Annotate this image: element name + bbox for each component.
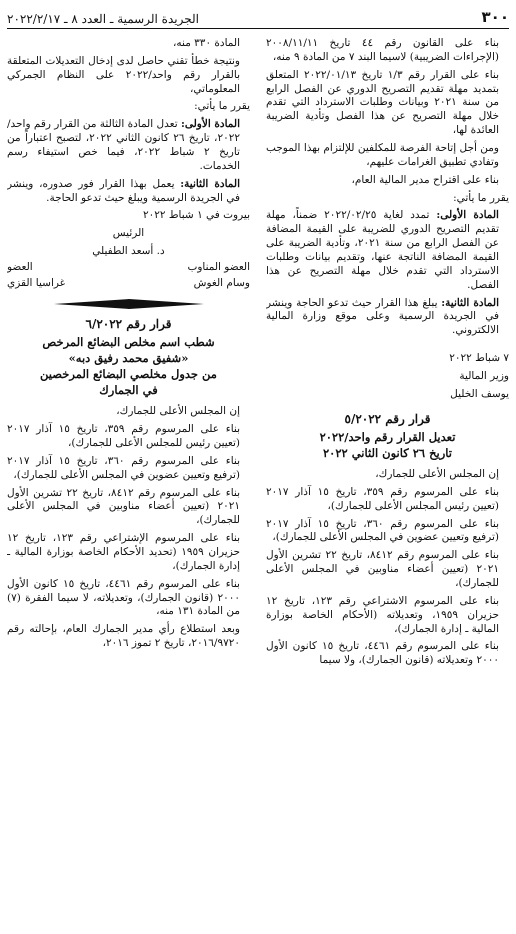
decision-subtitle: تعديل القرار رقم واحد/٢٠٢٢ (319, 429, 456, 444)
paragraph: المادة ٣٣٠ منه، (173, 37, 240, 49)
page-header (7, 6, 509, 29)
signatory-name: يوسف الخليل (450, 387, 509, 400)
section-divider (7, 299, 250, 309)
decision-subtitle: في الجمارك (99, 383, 158, 398)
members-names (7, 277, 250, 291)
article-label: المادة الثانية: (180, 177, 240, 190)
deputy-name: وسام الغوش (193, 276, 250, 289)
paragraph: بناء على المرسوم رقم ٣٥٩، تاريخ ١٥ آذار ٢٠١٧ (تعيين رئيس للمجلس الأعلى للجمارك)، (7, 423, 240, 449)
left-column (7, 37, 250, 917)
right-column (266, 37, 509, 917)
decision-title: قرار رقم ٦/٢٠٢٢ (85, 316, 172, 331)
decision-subtitle: من جدول مخلصي البضائع المرخصين (40, 366, 217, 381)
paragraph: بناء على المرسوم رقم ٤٤٦١، تاريخ ١٥ كانون الأول ٢٠٠٠ وتعديلاته (قانون الجمارك)، ولا سيما (266, 640, 499, 667)
article-label: المادة الثانية: (441, 296, 499, 309)
member-name: غراسيا القزي (7, 276, 66, 289)
president-name: د. أسعد الطفيلي (92, 245, 165, 258)
paragraph: بناء على المرسوم رقم ٣٦٠، تاريخ ١٥ آذار ٢٠١٧ (ترفيع وتعيين عضوين في المجلس الأعلى للجمارك)، (7, 454, 240, 481)
paragraph: بناء على المرسوم الاشتراعي رقم ١٢٣، تاريخ ١٢ حزيران ١٩٥٩، وتعديلاته (الأحكام الخاصة بوزارة المالية ـ إدارة الجمارك)، (266, 594, 500, 635)
page-number: ٣٠٠ (481, 8, 509, 27)
president-title: الرئيس (112, 227, 145, 240)
member-title: العضو (7, 261, 33, 274)
gazette-title: الجريدة الرسمية ـ العدد ٨ ـ ٢٠٢٢/٢/١٧ (7, 12, 199, 27)
paragraph: بناء على المرسوم رقم ٣٦٠، تاريخ ١٥ آذار ٢٠١٧ (ترفيع وتعيين عضوين في المجلس الأعلى للجمارك)، (266, 517, 499, 544)
paragraph: بناء على المرسوم رقم ٣٥٩، تاريخ ١٥ آذار ٢٠١٧ (تعيين رئيس المجلس الأعلى للجمارك)، (266, 485, 499, 512)
article-text: تعدل المادة الثالثة من القرار رقم واحد/٢٠٢٢، تاريخ ٢٦ كانون الثاني ٢٠٢٢، لتصبح اعتباراً من تاريخ ٢ شباط ٢٠٢٢، فيما خص استيفاء رسم الخدمات. (7, 118, 240, 172)
paragraph: بناء على القانون رقم ٤٤ تاريخ ٢٠٠٨/١١/١١ (الإجراءات الضريبية) لاسيما البند ٧ من المادة ٩ منه، (266, 37, 499, 63)
paragraph: بناء على القرار رقم ١/٣ تاريخ ٢٠٢٢/٠١/١٣ المتعلق بتمديد مهلة تقديم التصريح الدوري عن الفصل الرابع من سنة ٢٠٢١ وبيانات وطلبات الاسترداد التي تقدم خلال مهلة التصريح عن هذا الفصل وتأدية الضريبة العائدة لها، (266, 68, 500, 137)
paragraph: بناء على المرسوم رقم ٨٤١٢، تاريخ ٢٢ تشرين الأول ٢٠٢١ (تعيين أعضاء مناوبين في المجلس الأعلى للجمارك)، (7, 486, 240, 527)
issue-date: بيروت في ١ شباط ٢٠٢٢ (142, 209, 250, 222)
paragraph: بناء على المرسوم الإشتراعي رقم ١٢٣، تاريخ ١٢ حزيران ١٩٥٩ (تحديد الأحكام الخاصة بوزارة المالية ـ إدارة الجمارك)، (7, 532, 241, 572)
decides-heading: يقرر ما يأتي: (453, 191, 509, 204)
decides-heading: يقرر ما يأتي: (194, 100, 250, 113)
deputy-title: العضو المناوب (187, 261, 250, 274)
members-titles (7, 261, 250, 275)
decision-subtitle: شطب اسم مخلص البضائع المرخص (42, 334, 215, 349)
decision-subtitle: تاريخ ٢٦ كانون الثاني ٢٠٢٢ (322, 445, 452, 460)
signatory-title: وزير المالية (459, 370, 509, 383)
article-1 (7, 118, 250, 173)
article-label: المادة الأولى: (180, 118, 240, 131)
article-1 (266, 209, 509, 292)
paragraph: إن المجلس الأعلى للجمارك، (375, 467, 499, 480)
article-text: يعمل بهذا القرار فور صدوره، وينشر في الجريدة الرسمية ويبلغ حيث تدعو الحاجة. (7, 177, 240, 204)
paragraph: بناء على اقتراح مدير المالية العام، (351, 173, 499, 186)
paragraph: ومن أجل إتاحة الفرصة للمكلفين للإلتزام بهذا الموجب وتفادي تطبيق الغرامات عليهم، (266, 142, 499, 168)
decision-subtitle: «شفيق محمد رفيق دبه» (68, 350, 189, 365)
columns (7, 37, 509, 917)
divider-ornament (54, 299, 204, 309)
article-2 (7, 178, 250, 206)
article-label: المادة الأولى: (436, 209, 499, 222)
article-text: تمدد لغاية ٢٠٢٢/٠٢/٢٥ ضمناً، مهلة تقديم التصريح الدوري للضريبة على القيمة المضافة عن الفصل الرابع من سنة ٢٠٢١، وتأدية الضريبة على القيمة المضافة الناتجة عنها، وتقديم بيانات وطلبات الاسترداد التي تقدم خلال مهلة التصريح عن هذا الفصل. (266, 209, 499, 291)
paragraph: بناء على المرسوم رقم ٨٤١٢، تاريخ ٢٢ تشرين الأول ٢٠٢١ (تعيين أعضاء مناوبين في المجلس الأعلى للجمارك)، (266, 549, 499, 589)
paragraph: إن المجلس الأعلى للجمارك، (116, 405, 240, 418)
paragraph: ونتيجة خطأ تقني حاصل لدى إدخال التعديلات المتعلقة بالقرار رقم واحد/٢٠٢٢ على النظام الجمركي المعلوماتي، (7, 54, 240, 95)
article-text: يبلغ هذا القرار حيث تدعو الحاجة وينشر في الجريدة الرسمية وعلى موقع وزارة المالية الالكتروني. (266, 296, 499, 337)
paragraph: بناء على المرسوم رقم ٤٤٦١، تاريخ ١٥ كانون الأول ٢٠٠٠ (قانون الجمارك)، وتعديلاته، لا سيما الفقرة (٧) من المادة ١٣١ منه، (7, 577, 240, 618)
decision-title: قرار رقم ٥/٢٠٢٢ (344, 411, 431, 426)
issue-date: ٧ شباط ٢٠٢٢ (449, 352, 509, 365)
article-2 (266, 297, 509, 339)
paragraph: وبعد استطلاع رأي مدير الجمارك العام، بإحالته رقم ٢٠١٦/٩٧٢٠، تاريخ ٢ تموز ٢٠١٦، (7, 623, 240, 650)
